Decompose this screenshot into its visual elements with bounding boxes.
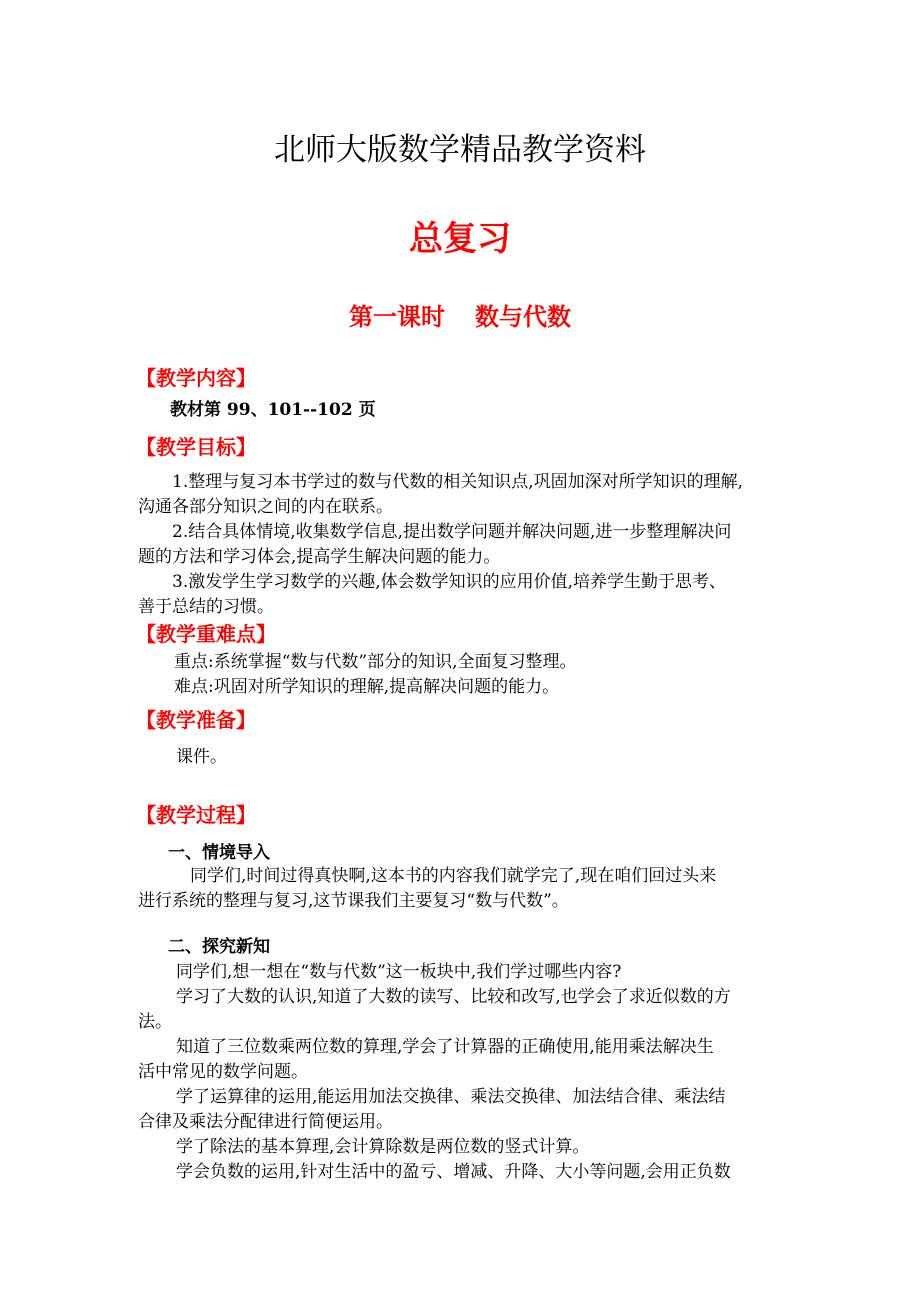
- content-text: 教材第 99、101--102 页: [170, 400, 376, 420]
- lesson-number: 第一课时: [349, 302, 445, 331]
- step-line: 学习了大数的认识,知道了大数的读写、比较和改写,也学会了求近似数的方: [176, 987, 731, 1007]
- step-line: 知道了三位数乘两位数的算理,学会了计算器的正确使用,能用乘法解决生: [176, 1037, 714, 1057]
- objective-line: 2.结合具体情境,收集数学信息,提出数学问题并解决问题,进一步整理解决问: [172, 522, 732, 542]
- objective-line: 沟通各部分知识之间的内在联系。: [138, 497, 393, 517]
- step-line: 同学们,想一想在“数与代数”这一板块中,我们学过哪些内容?: [176, 962, 622, 982]
- step-line: 同学们,时间过得真快啊,这本书的内容我们就学完了,现在咱们回过头来: [190, 866, 717, 886]
- heading-key-points: 【教学重难点】: [136, 622, 276, 646]
- step-line: 学了运算律的运用,能运用加法交换律、乘法交换律、加法结合律、乘法结: [176, 1087, 726, 1107]
- heading-process: 【教学过程】: [136, 803, 256, 827]
- heading-content: 【教学内容】: [136, 366, 256, 390]
- step-line: 学了除法的基本算理,会计算除数是两位数的竖式计算。: [176, 1137, 590, 1157]
- key-point-focus: 重点:系统掌握“数与代数”部分的知识,全面复习整理。: [174, 652, 577, 672]
- objective-line: 3.激发学生学习数学的兴趣,体会数学知识的应用价值,培养学生勤于思考、: [172, 572, 727, 592]
- page-title: 总复习: [409, 219, 511, 259]
- step-title-explore: 二、探究新知: [168, 937, 270, 957]
- key-point-difficulty: 难点:巩固对所学知识的理解,提高解决问题的能力。: [174, 677, 560, 697]
- step-line: 学会负数的运用,针对生活中的盈亏、增减、升降、大小等问题,会用正负数: [176, 1162, 731, 1182]
- heading-preparation: 【教学准备】: [136, 708, 256, 732]
- objective-line: 题的方法和学习体会,提高学生解决问题的能力。: [138, 547, 501, 567]
- preparation-text: 课件。: [176, 747, 227, 767]
- step-line: 法。: [138, 1012, 172, 1032]
- step-title-intro: 一、情境导入: [168, 843, 270, 863]
- step-line: 活中常见的数学问题。: [138, 1062, 308, 1082]
- lesson-subtitle: [0, 300, 920, 334]
- step-line: 合律及乘法分配律进行简便运用。: [138, 1112, 393, 1132]
- lesson-topic: 数与代数: [475, 302, 571, 331]
- objective-line: 善于总结的习惯。: [138, 597, 274, 617]
- step-line: 进行系统的整理与复习,这节课我们主要复习“数与代数”。: [138, 891, 569, 911]
- objective-line: 1.整理与复习本书学过的数与代数的相关知识点,巩固加深对所学知识的理解,: [172, 472, 744, 492]
- heading-objectives: 【教学目标】: [136, 435, 256, 459]
- banner-text: 北师大版数学精品教学资料: [274, 132, 646, 168]
